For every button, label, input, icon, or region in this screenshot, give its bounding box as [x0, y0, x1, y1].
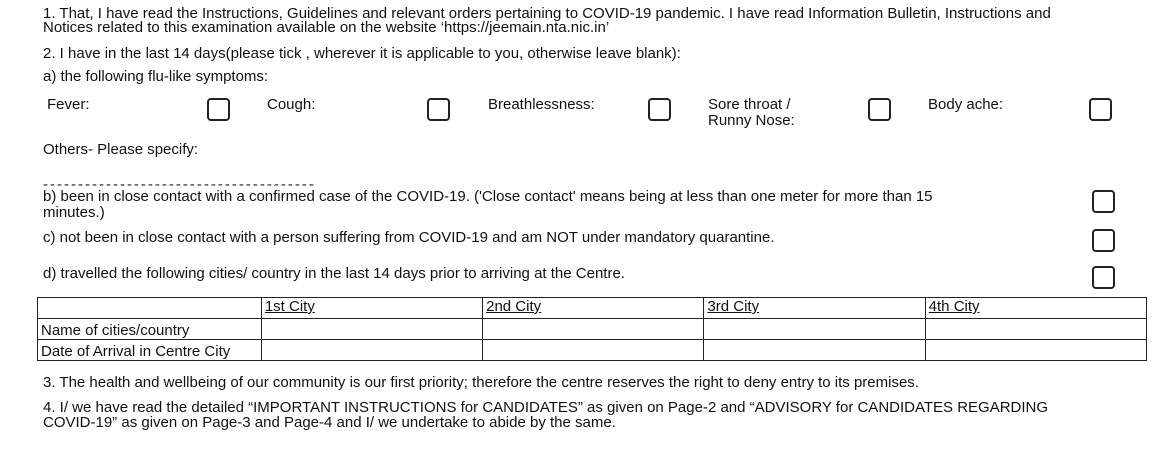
symptom-sore-throat-label-2: Runny Nose: — [708, 112, 795, 129]
table-header-row — [38, 298, 1147, 319]
declaration-2d: d) travelled the following cities/ country in the last 14 days prior to arriving at the Centre. — [43, 265, 625, 282]
declaration-2a: a) the following flu-like symptoms: — [43, 68, 269, 85]
city-1-date-cell[interactable] — [261, 340, 482, 361]
header-2nd-city: 2nd City — [483, 298, 704, 319]
header-3rd-city: 3rd City — [704, 298, 925, 319]
declaration-2b-line-2: minutes.) — [43, 204, 105, 221]
city-3-date-cell[interactable] — [704, 340, 925, 361]
row-label-name: Name of cities/country — [38, 319, 262, 340]
close-contact-checkbox[interactable] — [1092, 190, 1115, 213]
declaration-2b-line-1: b) been in close contact with a confirmed case of the COVID-19. ('Close contact' means being at less than one meter for more than 15 — [43, 188, 933, 205]
declaration-2c: c) not been in close contact with a person suffering from COVID-19 and am NOT under mandatory quarantine. — [43, 229, 775, 246]
declaration-3: 3. The health and wellbeing of our community is our first priority; therefore the centre reserves the right to deny entry to its premises. — [43, 374, 919, 391]
no-contact-checkbox[interactable] — [1092, 229, 1115, 252]
symptom-body-ache-label: Body ache: — [928, 96, 1004, 113]
travel-cities-table — [37, 297, 1147, 361]
declaration-4-line-1: 4. I/ we have read the detailed “IMPORTANT INSTRUCTIONS for CANDIDATES” as given on Page-2 and “ADVISORY for CANDIDATES REGARDING — [43, 399, 1049, 416]
cough-checkbox[interactable] — [427, 98, 450, 121]
declaration-2: 2. I have in the last 14 days(please tick , wherever it is applicable to you, otherwise leave blank): — [43, 45, 681, 62]
city-4-date-cell[interactable] — [925, 340, 1146, 361]
table-row — [38, 340, 1147, 361]
others-specify-line[interactable]: --------------------------------------- — [43, 176, 316, 193]
fever-checkbox[interactable] — [207, 98, 230, 121]
symptom-sore-throat-label-1: Sore throat / — [708, 96, 791, 113]
city-1-name-cell[interactable] — [261, 319, 482, 340]
city-2-date-cell[interactable] — [483, 340, 704, 361]
symptom-breathlessness-label: Breathlessness: — [488, 96, 595, 113]
table-corner-cell — [38, 298, 262, 319]
header-4th-city: 4th City — [925, 298, 1146, 319]
declaration-1-line-2: Notices related to this examination available on the website ‘https://jeemain.nta.nic.in’ — [43, 19, 610, 36]
others-specify-label: Others- Please specify: — [43, 141, 199, 158]
declaration-1-line-1: 1. That, I have read the Instructions, Guidelines and relevant orders pertaining to COVID-19 pandemic. I have read Information Bulletin, Instructions and — [43, 5, 1051, 22]
body-ache-checkbox[interactable] — [1089, 98, 1112, 121]
symptom-fever-label: Fever: — [47, 96, 90, 113]
city-3-name-cell[interactable] — [704, 319, 925, 340]
sore-throat-checkbox[interactable] — [868, 98, 891, 121]
table-row — [38, 319, 1147, 340]
header-1st-city: 1st City — [261, 298, 482, 319]
symptom-cough-label: Cough: — [267, 96, 316, 113]
travelled-checkbox[interactable] — [1092, 266, 1115, 289]
declaration-4-line-2: COVID-19” as given on Page-3 and Page-4 and I/ we undertake to abide by the same. — [43, 414, 616, 431]
city-2-name-cell[interactable] — [483, 319, 704, 340]
city-4-name-cell[interactable] — [925, 319, 1146, 340]
breathlessness-checkbox[interactable] — [648, 98, 671, 121]
row-label-date: Date of Arrival in Centre City — [38, 340, 262, 361]
